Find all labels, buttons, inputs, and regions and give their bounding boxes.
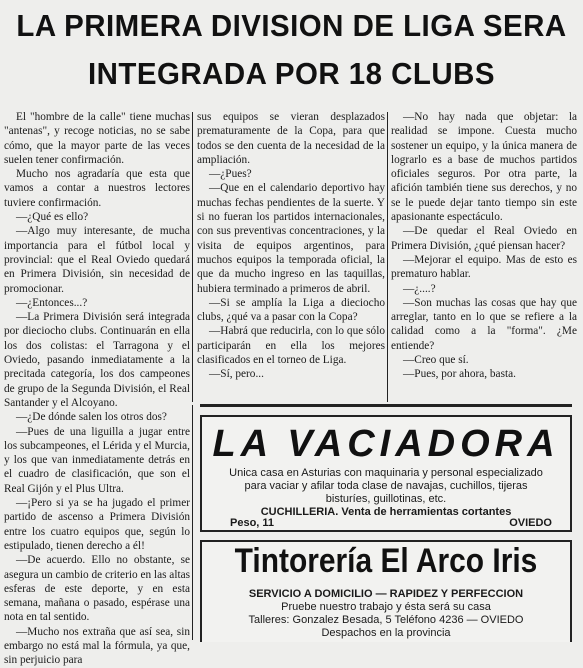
paragraph: —Si se amplía la Liga a dieciocho clubs, ¿qué va a pasar con la Copa? — [197, 296, 385, 324]
paragraph: sus equipos se vieran desplazados prematuramente de la Copa, para que todos se den cuenta de la necesidad de la ampliación. — [197, 111, 385, 166]
ad-text: Despachos en la provincia — [321, 627, 451, 639]
paragraph: —Creo que sí. — [403, 354, 469, 367]
paragraph: —¿Qué es ello? — [16, 211, 89, 224]
article-column-2 — [197, 110, 385, 396]
paragraph: —Son muchas las cosas que hay que arreglar, tanto en lo que se refiere a la calidad como a la "forma". ¿Me entiende? — [391, 296, 577, 352]
ad-title: LA VACIADORA — [212, 423, 560, 465]
article-column-1 — [4, 110, 191, 667]
paragraph: —Algo muy interesante, de mucha importancia para el fútbol local y provincial: que el Real Oviedo quedará en Primera División, sin necesidad de promocionar. — [4, 225, 190, 295]
paragraph: —Mucho nos extraña que así sea, sin embargo no está mal la fórmula, ya que, sin perjuicio para — [4, 625, 190, 667]
ad-la-vaciadora — [200, 415, 572, 532]
ad-text: para vaciar y afilar toda clase de navajas, cuchillos, tijeras — [244, 480, 528, 492]
paragraph: —Pues de una liguilla a jugar entre los subcampeones, el Lérida y el Murcia, y los que van inmediatamente detrás en el cuadro de clasificación, que son el Real Gijón y el Plus Ultra. — [4, 425, 190, 495]
headline-line-1: LA PRIMERA DIVISION DE LIGA SERA — [16, 8, 567, 43]
ad-text: Unica casa en Asturias con maquinaria y personal especializado — [229, 467, 543, 479]
ad-address: Peso, 11 — [230, 517, 275, 529]
paragraph: Mucho nos agradaría que esta que vamos a contar a nuestros lectores tuviere confirmación. — [4, 168, 190, 209]
ad-title: Tintorería El Arco Iris — [234, 542, 538, 580]
headline-line-2: INTEGRADA POR 18 CLUBS — [88, 56, 495, 91]
paragraph: —¿De dónde salen los otros dos? — [16, 411, 167, 424]
paragraph: —De quedar el Real Oviedo en Primera División, ¿qué piensan hacer? — [391, 225, 577, 252]
paragraph: —¡Pero si ya se ha jugado el primer partido de ascenso a Primera División entre los cuatro equipos que, según lo estipulado, tienen derecho a él! — [4, 497, 190, 552]
article-column-3 — [391, 110, 577, 396]
paragraph: —Mejorar el equipo. Mas de esto es prematuro hablar. — [391, 253, 577, 281]
ad-text: CUCHILLERIA. Venta de herramientas cortantes — [260, 506, 512, 518]
paragraph: El "hombre de la calle" tiene muchas "antenas", y recoge noticias, no se sabe cómo, que la mayor parte de las veces suelen tener confirmación. — [4, 111, 190, 166]
ad-separator — [200, 404, 572, 407]
paragraph: —La Primera División será integrada por dieciocho clubs. Continuarán en ella los dos colistas: el Tarragona y el Oviedo, pasando inmediatamente a la precitada categoría, los dos campeones de grupo de la Segunda División, el Real Santander y el Alcoyano. — [4, 311, 190, 409]
ad-text: Talleres: Gonzalez Besada, 5 Teléfono 4236 — OVIEDO — [248, 614, 524, 626]
paragraph: —Habrá que reducirla, con lo que sólo participarán en ella los mejores clasificados en el torneo de Liga. — [197, 325, 385, 367]
paragraph: —¿Entonces...? — [16, 296, 88, 309]
paragraph: —De acuerdo. Ello no obstante, se asegura un cambio de criterio en las altas esferas de este deporte, y en esta semana, mañana o pasado, espérase una nota en tal sentido. — [4, 554, 191, 624]
paragraph: —No hay nada que objetar: la realidad se impone. Cuesta mucho sostener un equipo, y la única manera de lograrlo es a base de muchos partidos oficiales seguros. Por otra parte, la afición también tiene sus derechos, y no se le puede dejar tanto tiempo sin este apasionante espectáculo. — [391, 111, 577, 224]
column-rule-2 — [387, 112, 388, 402]
ad-city: OVIEDO — [509, 517, 552, 529]
column-rule-1 — [192, 112, 193, 402]
ad-text: Pruebe nuestro trabajo y ésta será su casa — [281, 601, 491, 613]
paragraph: —Pues, por ahora, basta. — [403, 368, 516, 381]
paragraph: —¿Pues? — [209, 168, 252, 181]
ad-tintoreria — [200, 540, 572, 642]
column-rule-3 — [192, 405, 193, 640]
paragraph: —Que en el calendario deportivo hay muchas fechas pendientes de la suerte. Y si no fueran los partidos internacionales, con sus preventivas concentraciones, y la visita de equipos argentinos, para muchos equipos la temporada oficial, la que da mucho ingreso en las taquillas, hubiera terminado a primeros de abril. — [197, 182, 385, 295]
ad-text: bisturíes, guillotinas, etc. — [325, 493, 447, 505]
ad-text: SERVICIO A DOMICILIO — RAPIDEZ Y PERFECCION — [248, 588, 524, 600]
paragraph: —¿....? — [403, 282, 436, 295]
paragraph: —Sí, pero... — [209, 368, 264, 381]
